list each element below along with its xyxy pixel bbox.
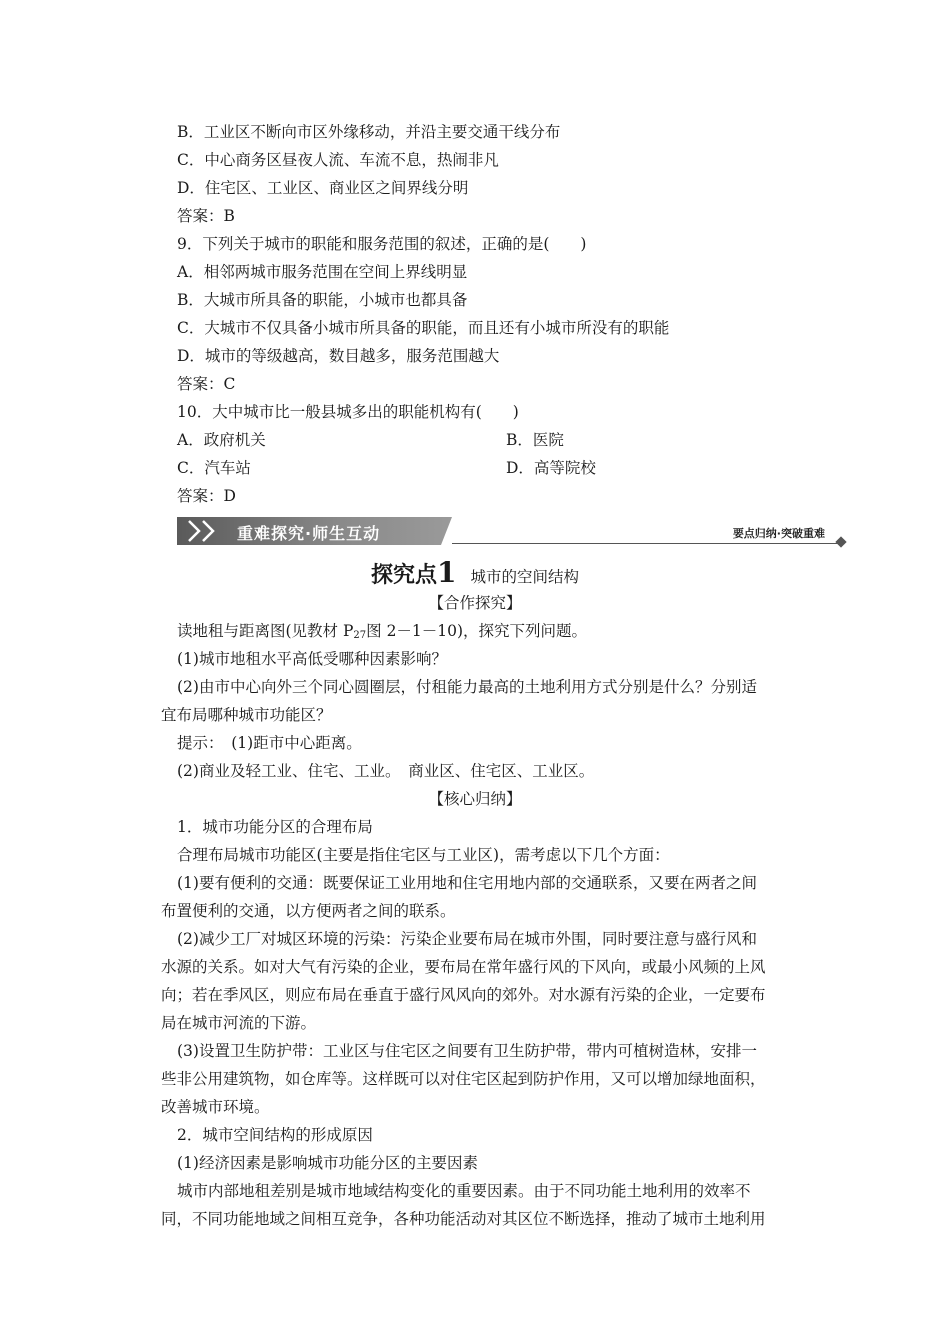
coop-heading: 【合作探究】 [428, 594, 522, 612]
q9-option-b: B．大城市所具备的职能，小城市也都具备 [177, 291, 468, 309]
q9-answer: 答案：C [177, 375, 236, 393]
section-banner [177, 515, 847, 547]
coop-intro-page: 27 [353, 630, 367, 641]
core-section-1-intro: 合理布局城市功能区(主要是指住宅区与工业区)，需考虑以下几个方面： [177, 846, 670, 864]
q8-option-b: B．工业区不断向市区外缘移动，并沿主要交通干线分布 [177, 123, 561, 141]
banner-subtitle: 要点归纳·突破重难 [732, 527, 825, 540]
core-point-1-line-2: 布置便利的交通，以方便两者之间的联系。 [161, 902, 456, 920]
core-point-3-line-2: 些非公用建筑物，如仓库等。这样既可以对住宅区起到防护作用，又可以增加绿地面积， [161, 1070, 766, 1088]
core-section-2-line-2: 同，不同功能地域之间相互竞争，各种功能活动对其区位不断选择，推动了城市土地利用 [161, 1210, 766, 1228]
q9-stem: 9．下列关于城市的职能和服务范围的叙述，正确的是( ) [177, 235, 587, 253]
coop-question-2-line-2: 宜布局哪种城市功能区？ [161, 706, 332, 724]
explore-number: 1 [437, 556, 457, 589]
coop-intro-pre: 读地租与距离图(见教材 P [177, 622, 354, 640]
q8-option-d: D．住宅区、工业区、商业区之间界线分明 [177, 179, 469, 197]
core-point-2-line-4: 局在城市河流的下游。 [161, 1014, 317, 1032]
q10-option-c: C．汽车站 [177, 459, 251, 477]
coop-intro-post: 图 2－1－10)，探究下列问题。 [366, 622, 588, 640]
diamond-icon [835, 536, 846, 547]
q9-option-c: C．大城市不仅具备小城市所具备的职能，而且还有小城市所没有的职能 [177, 319, 670, 337]
q8-option-c: C．中心商务区昼夜人流、车流不息，热闹非凡 [177, 151, 499, 169]
core-section-2-line-1: 城市内部地租差别是城市地域结构变化的重要因素。由于不同功能土地利用的效率不 [177, 1182, 751, 1200]
core-point-3-line-3: 改善城市环境。 [161, 1098, 270, 1116]
explore-subtitle: 城市的空间结构 [470, 568, 579, 586]
core-point-1-line-1: (1)要有便利的交通：既要保证工业用地和住宅用地内部的交通联系，又要在两者之间 [177, 874, 757, 892]
core-point-2-line-2: 水源的关系。如对大气有污染的企业，要布局在常年盛行风的下风向，或最小风频的上风 [161, 958, 766, 976]
banner-title: 重难探究·师生互动 [237, 524, 381, 543]
q9-option-a: A．相邻两城市服务范围在空间上界线明显 [177, 263, 468, 281]
core-point-2-line-1: (2)减少工厂对城区环境的污染：污染企业要布局在城市外围，同时要注意与盛行风和 [177, 930, 757, 948]
core-section-2-title: 2．城市空间结构的形成原因 [177, 1126, 373, 1144]
core-heading: 【核心归纳】 [428, 790, 522, 808]
q10-answer: 答案：D [177, 487, 236, 505]
q8-answer: 答案：B [177, 207, 235, 225]
banner-divider [452, 543, 842, 544]
chevron-right-icon [201, 519, 215, 543]
hint-2: (2)商业及轻工业、住宅、工业。 商业区、住宅区、工业区。 [177, 762, 595, 780]
explore-point-heading [0, 556, 950, 589]
chevron-right-icon [187, 519, 201, 543]
core-section-1-title: 1．城市功能分区的合理布局 [177, 818, 373, 836]
core-point-2-line-3: 向；若在季风区，则应布局在垂直于盛行风风向的郊外。对水源有污染的企业，一定要布 [161, 986, 766, 1004]
q10-option-a: A．政府机关 [177, 431, 266, 449]
coop-intro [177, 621, 587, 646]
q9-option-d: D．城市的等级越高，数目越多，服务范围越大 [177, 347, 500, 365]
q10-stem: 10．大中城市比一般县城多出的职能机构有( ) [177, 403, 519, 421]
core-section-2-sub: (1)经济因素是影响城市功能分区的主要因素 [177, 1154, 478, 1172]
coop-question-2-line-1: (2)由市中心向外三个同心圆圈层，付租能力最高的土地利用方式分别是什么？分别适 [177, 678, 757, 696]
coop-question-1: (1)城市地租水平高低受哪种因素影响？ [177, 650, 447, 668]
q10-option-d: D．高等院校 [506, 459, 596, 477]
core-point-3-line-1: (3)设置卫生防护带：工业区与住宅区之间要有卫生防护带，带内可植树造林，安排一 [177, 1042, 757, 1060]
explore-label: 探究点 [370, 563, 437, 588]
q10-option-b: B．医院 [506, 431, 564, 449]
hint-1: 提示： (1)距市中心距离。 [177, 734, 362, 752]
